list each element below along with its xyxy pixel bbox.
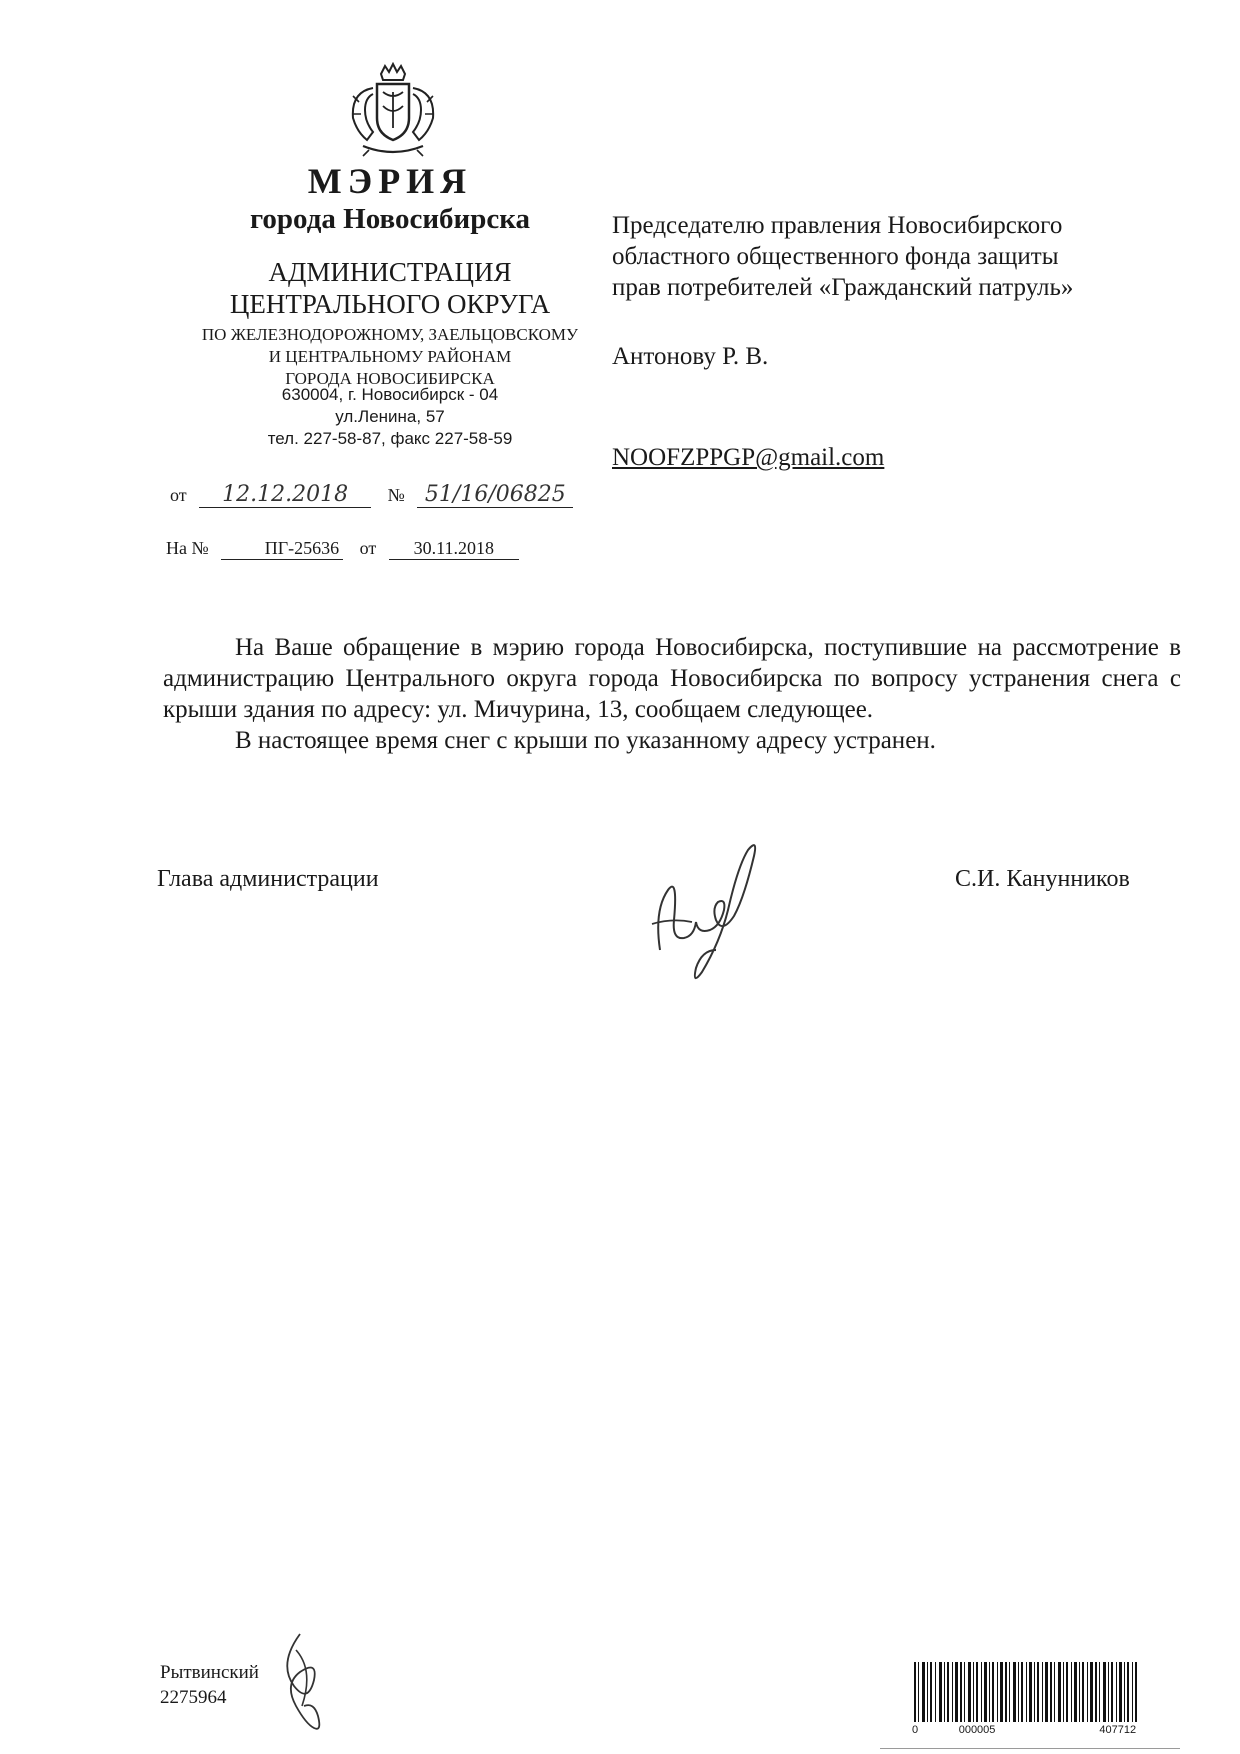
districts-line: ПО ЖЕЛЕЗНОДОРОЖНОМУ, ЗАЕЛЬЦОВСКОМУ <box>201 325 579 344</box>
administration-title <box>180 256 600 320</box>
address-line: ул.Ленина, 57 <box>335 407 445 426</box>
incoming-ref <box>166 538 519 560</box>
incoming-number: ПГ-25636 <box>221 538 343 560</box>
city-name: города Новосибирска <box>249 203 531 235</box>
mayor-title: МЭРИЯ <box>307 161 473 201</box>
incoming-from-label: от <box>359 538 377 558</box>
executor-block <box>160 1660 259 1710</box>
barcode <box>912 1662 1138 1722</box>
number-label: № <box>387 485 405 505</box>
recipient-email: NOOFZPPGP@gmail.com <box>612 444 885 471</box>
address-block <box>200 384 580 450</box>
coat-of-arms-icon <box>333 62 453 162</box>
incoming-date: 30.11.2018 <box>389 538 519 560</box>
administration-line: ЦЕНТРАЛЬНОГО ОКРУГА <box>229 289 551 319</box>
divider <box>880 1748 1180 1749</box>
districts-line: И ЦЕНТРАЛЬНОМУ РАЙОНАМ <box>268 347 512 366</box>
executor-signature <box>270 1630 340 1740</box>
recipient-line: Председателю правления Новосибирского <box>612 212 1063 239</box>
districts-line: ГОРОДА НОВОСИБИРСКА <box>285 369 495 388</box>
signer-position: Глава администрации <box>157 866 379 892</box>
recipient-name: Антонову Р. В. <box>612 343 769 370</box>
recipient-line: прав потребителей «Гражданский патруль» <box>612 274 1074 301</box>
recipient-block <box>612 210 1172 372</box>
signer-name: С.И. Канунников <box>955 866 1130 892</box>
handwritten-signature <box>640 830 790 980</box>
body-paragraph: На Ваше обращение в мэрию города Новосибирска, поступившие на рассмотрение в администрацию Центрального округа города Новосибирска по вопросу устранения снега с крыши здания по адресу: ул. Мичурина, 13, сообщаем следующее. <box>163 634 1181 723</box>
administration-line: АДМИНИСТРАЦИЯ <box>268 257 512 287</box>
executor-phone: 2275964 <box>160 1687 227 1708</box>
letter-body <box>163 632 1181 756</box>
barcode-group: 407712 <box>1099 1724 1137 1736</box>
outgoing-ref <box>170 482 573 508</box>
outgoing-date: 12.12.2018 <box>199 482 371 508</box>
barcode-group: 000005 <box>958 1724 996 1736</box>
address-line: 630004, г. Новосибирск - 04 <box>281 385 499 404</box>
from-label: от <box>170 485 187 505</box>
barcode-number <box>912 1724 1138 1736</box>
recipient-line: областного общественного фонда защиты <box>612 243 1059 270</box>
body-paragraph: В настоящее время снег с крыши по указанному адресу устранен. <box>235 727 936 754</box>
barcode-digit: 0 <box>912 1724 919 1736</box>
phone-line: тел. 227-58-87, факс 227-58-59 <box>267 429 513 448</box>
executor-name: Рытвинский <box>160 1662 259 1683</box>
outgoing-number: 51/16/06825 <box>417 482 573 508</box>
districts-block <box>160 324 620 390</box>
on-number-label: На № <box>166 538 209 558</box>
